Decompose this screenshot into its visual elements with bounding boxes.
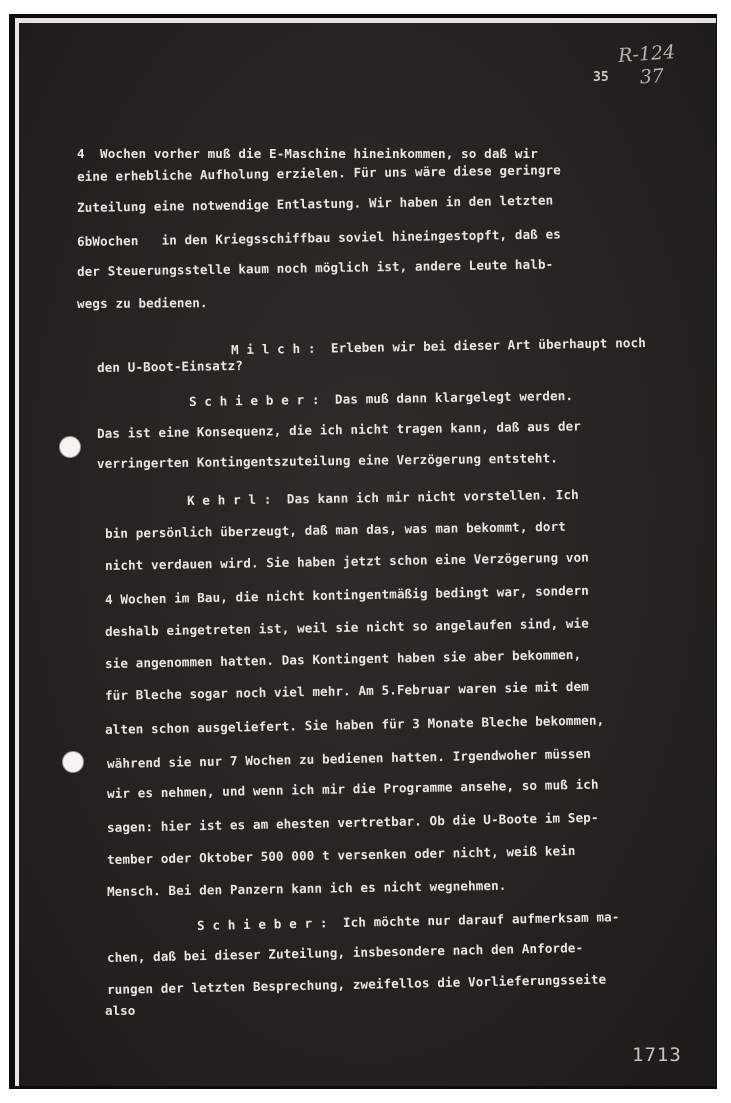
text-line-9: S c h i e b e r : Das muß dann klargelegt werden. xyxy=(188,387,574,409)
text-line-7: M i l c h : Erleben wir bei dieser Art überhaupt noch xyxy=(230,334,646,358)
archive-reference xyxy=(617,41,677,91)
closing-word: also xyxy=(105,1003,136,1018)
text-line-4: 6bWochen in den Kriegsschiffbau soviel hineingestopft, daß es xyxy=(76,226,562,249)
punch-hole-lower xyxy=(62,751,84,773)
text-line-10: Das ist eine Konsequenz, die ich nicht tragen kann, daß aus der xyxy=(96,418,582,441)
document-page xyxy=(15,18,716,1086)
speaker-line-milch xyxy=(185,320,647,373)
punch-hole-upper xyxy=(59,436,81,458)
text-line-1: 4 Wochen vorher muß die E-Maschine hineinkommen, so daß wir xyxy=(77,146,538,161)
text-line-6: wegs zu bedienen. xyxy=(76,295,208,311)
text-line-8: den U-Boot-Einsatz? xyxy=(96,357,244,375)
text-line-5: der Steuerungsstelle kaum noch möglich ist, andere Leute halb- xyxy=(76,256,554,279)
document-stamp-number: 1713 xyxy=(632,1044,682,1066)
text-line-22: sagen: hier ist es am ehesten vertretbar. Ob die U-Boote im Sep- xyxy=(106,809,599,835)
text-line-15: 4 Wochen im Bau, die nicht kontingentmäßig bedingt war, sondern xyxy=(104,582,590,607)
text-line-18: für Bleche sogar noch viel mehr. Am 5.Februar waren sie mit dem xyxy=(104,678,590,703)
text-line-3: Zuteilung eine notwendige Entlastung. Wir haben in den letzten xyxy=(76,192,554,215)
text-line-16: deshalb eingetreten ist, weil sie nicht so angelaufen sind, wie xyxy=(104,615,590,639)
text-line-21: wir es nehmen, und wenn ich mir die Programme ansehe, so muß ich xyxy=(106,776,599,801)
text-line-24: Mensch. Bei den Panzern kann ich es nicht wegnehmen. xyxy=(106,877,507,899)
page-top-edge xyxy=(15,18,716,23)
text-line-13: bin persönlich überzeugt, daß man das, was man bekommt, dort xyxy=(104,518,566,541)
text-line-25: S c h i e b e r : Ich möchte nur darauf aufmerksam ma- xyxy=(196,909,620,933)
text-line-23: tember oder Oktober 500 000 t versenken oder nicht, weiß kein xyxy=(106,843,576,867)
archive-reference-line-1: R-124 xyxy=(617,41,676,67)
text-line-2: eine erhebliche Aufholung erzielen. Für uns wäre diese geringre xyxy=(76,162,562,184)
archive-reference-line-2: 37 xyxy=(639,64,665,89)
text-line-14: nicht verdauen wird. Sie haben jetzt schon eine Verzögerung von xyxy=(104,549,590,573)
text-line-17: sie angenommen hatten. Das Kontingent haben sie aber bekommen, xyxy=(104,646,582,671)
page-left-edge xyxy=(15,18,19,1086)
text-line-11: verringerten Kontingentszuteilung eine Verzögerung entsteht. xyxy=(96,450,558,471)
page-number: 35 xyxy=(593,70,609,85)
text-line-19: alten schon ausgeliefert. Sie haben für 3 Monate Bleche bekommen, xyxy=(104,712,605,737)
text-line-20: während sie nur 7 Wochen zu bedienen hatten. Irgendwoher müssen xyxy=(106,745,592,771)
text-line-12: K e h r l : Das kann ich mir nicht vorstellen. Ich xyxy=(186,486,579,508)
text-line-27: rungen der letzten Besprechung, zweifellos die Vorlieferungsseite xyxy=(106,971,607,997)
text-line-26: chen, daß bei dieser Zuteilung, insbesondere nach den Anforde- xyxy=(106,940,584,965)
